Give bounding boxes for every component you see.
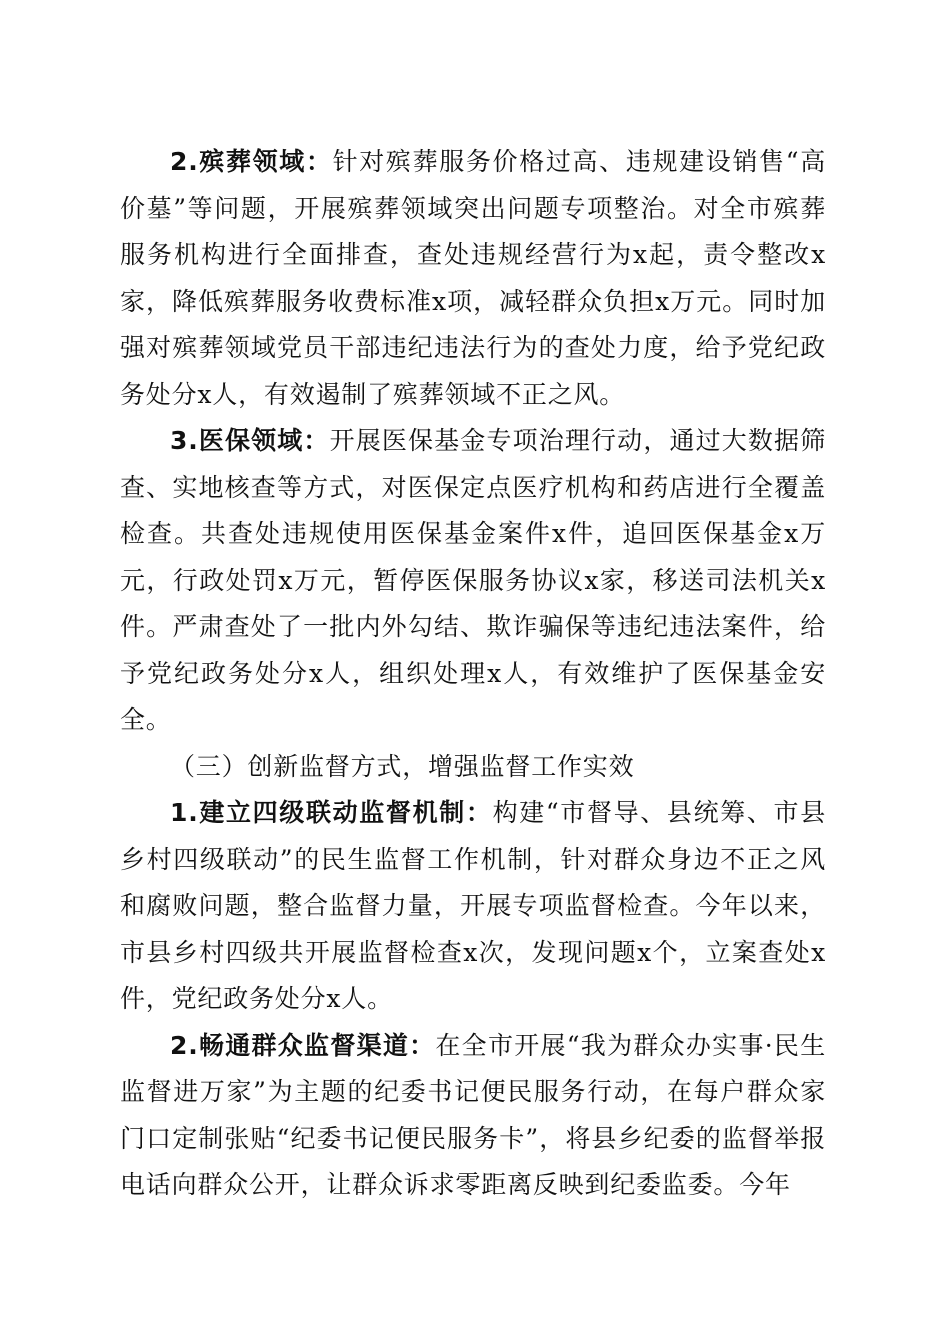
paragraph-text: 开展医保基金专项治理行动，通过大数据筛查、实地核查等方式，对医保定点医疗机构和药店进行全覆盖检查。共查处违规使用医保基金案件x件，追回医保基金x万元，行政处罚x万元，暂停医保服务协议x家，移送司法机关x件。严肃查处了一批内外勾结、欺诈骗保等违纪违法案件，给予党纪政务处分x人，组织处理x人，有效维护了医保基金安全。 <box>120 426 827 734</box>
paragraph-lead: 3.医保领域： <box>170 426 330 455</box>
section-heading-text: （三）创新监督方式，增强监督工作实效 <box>170 751 635 781</box>
paragraph-lead: 2.殡葬领域： <box>170 147 333 176</box>
paragraph-medical-insurance <box>120 418 826 744</box>
paragraph-lead: 1.建立四级联动监督机制： <box>170 798 493 827</box>
paragraph-text: 在全市开展“我为群众办实事·民生监督进万家”为主题的纪委书记便民服务行动，在每户群众家门口定制张贴“纪委书记便民服务卡”，将县乡纪委的监督举报电话向群众公开，让群众诉求零距离反映到纪委监委。今年 <box>120 1030 826 1199</box>
paragraph-lead: 2.畅通群众监督渠道： <box>170 1030 436 1060</box>
section-heading <box>120 744 826 791</box>
paragraph-public-supervision <box>120 1023 826 1209</box>
paragraph-text: 构建“市督导、县统筹、市县乡村四级联动”的民生监督工作机制，针对群众身边不正之风和腐败问题，整合监督力量，开展专项监督检查。今年以来，市县乡村四级共开展监督检查x次，发现问题x个，立案查处x件，党纪政务处分x人。 <box>120 798 827 1013</box>
paragraph-four-level-mechanism <box>120 790 826 1023</box>
paragraph-text: 针对殡葬服务价格过高、违规建设销售“高价墓”等问题，开展殡葬领域突出问题专项整治。对全市殡葬服务机构进行全面排查，查处违规经营行为x起，责令整改x家，降低殡葬服务收费标准x项，减轻群众负担x万元。同时加强对殡葬领域党员干部违纪违法行为的查处力度，给予党纪政务处分x人，有效遏制了殡葬领域不正之风。 <box>120 147 826 409</box>
paragraph-funeral <box>120 139 826 418</box>
document-body <box>120 139 826 1209</box>
